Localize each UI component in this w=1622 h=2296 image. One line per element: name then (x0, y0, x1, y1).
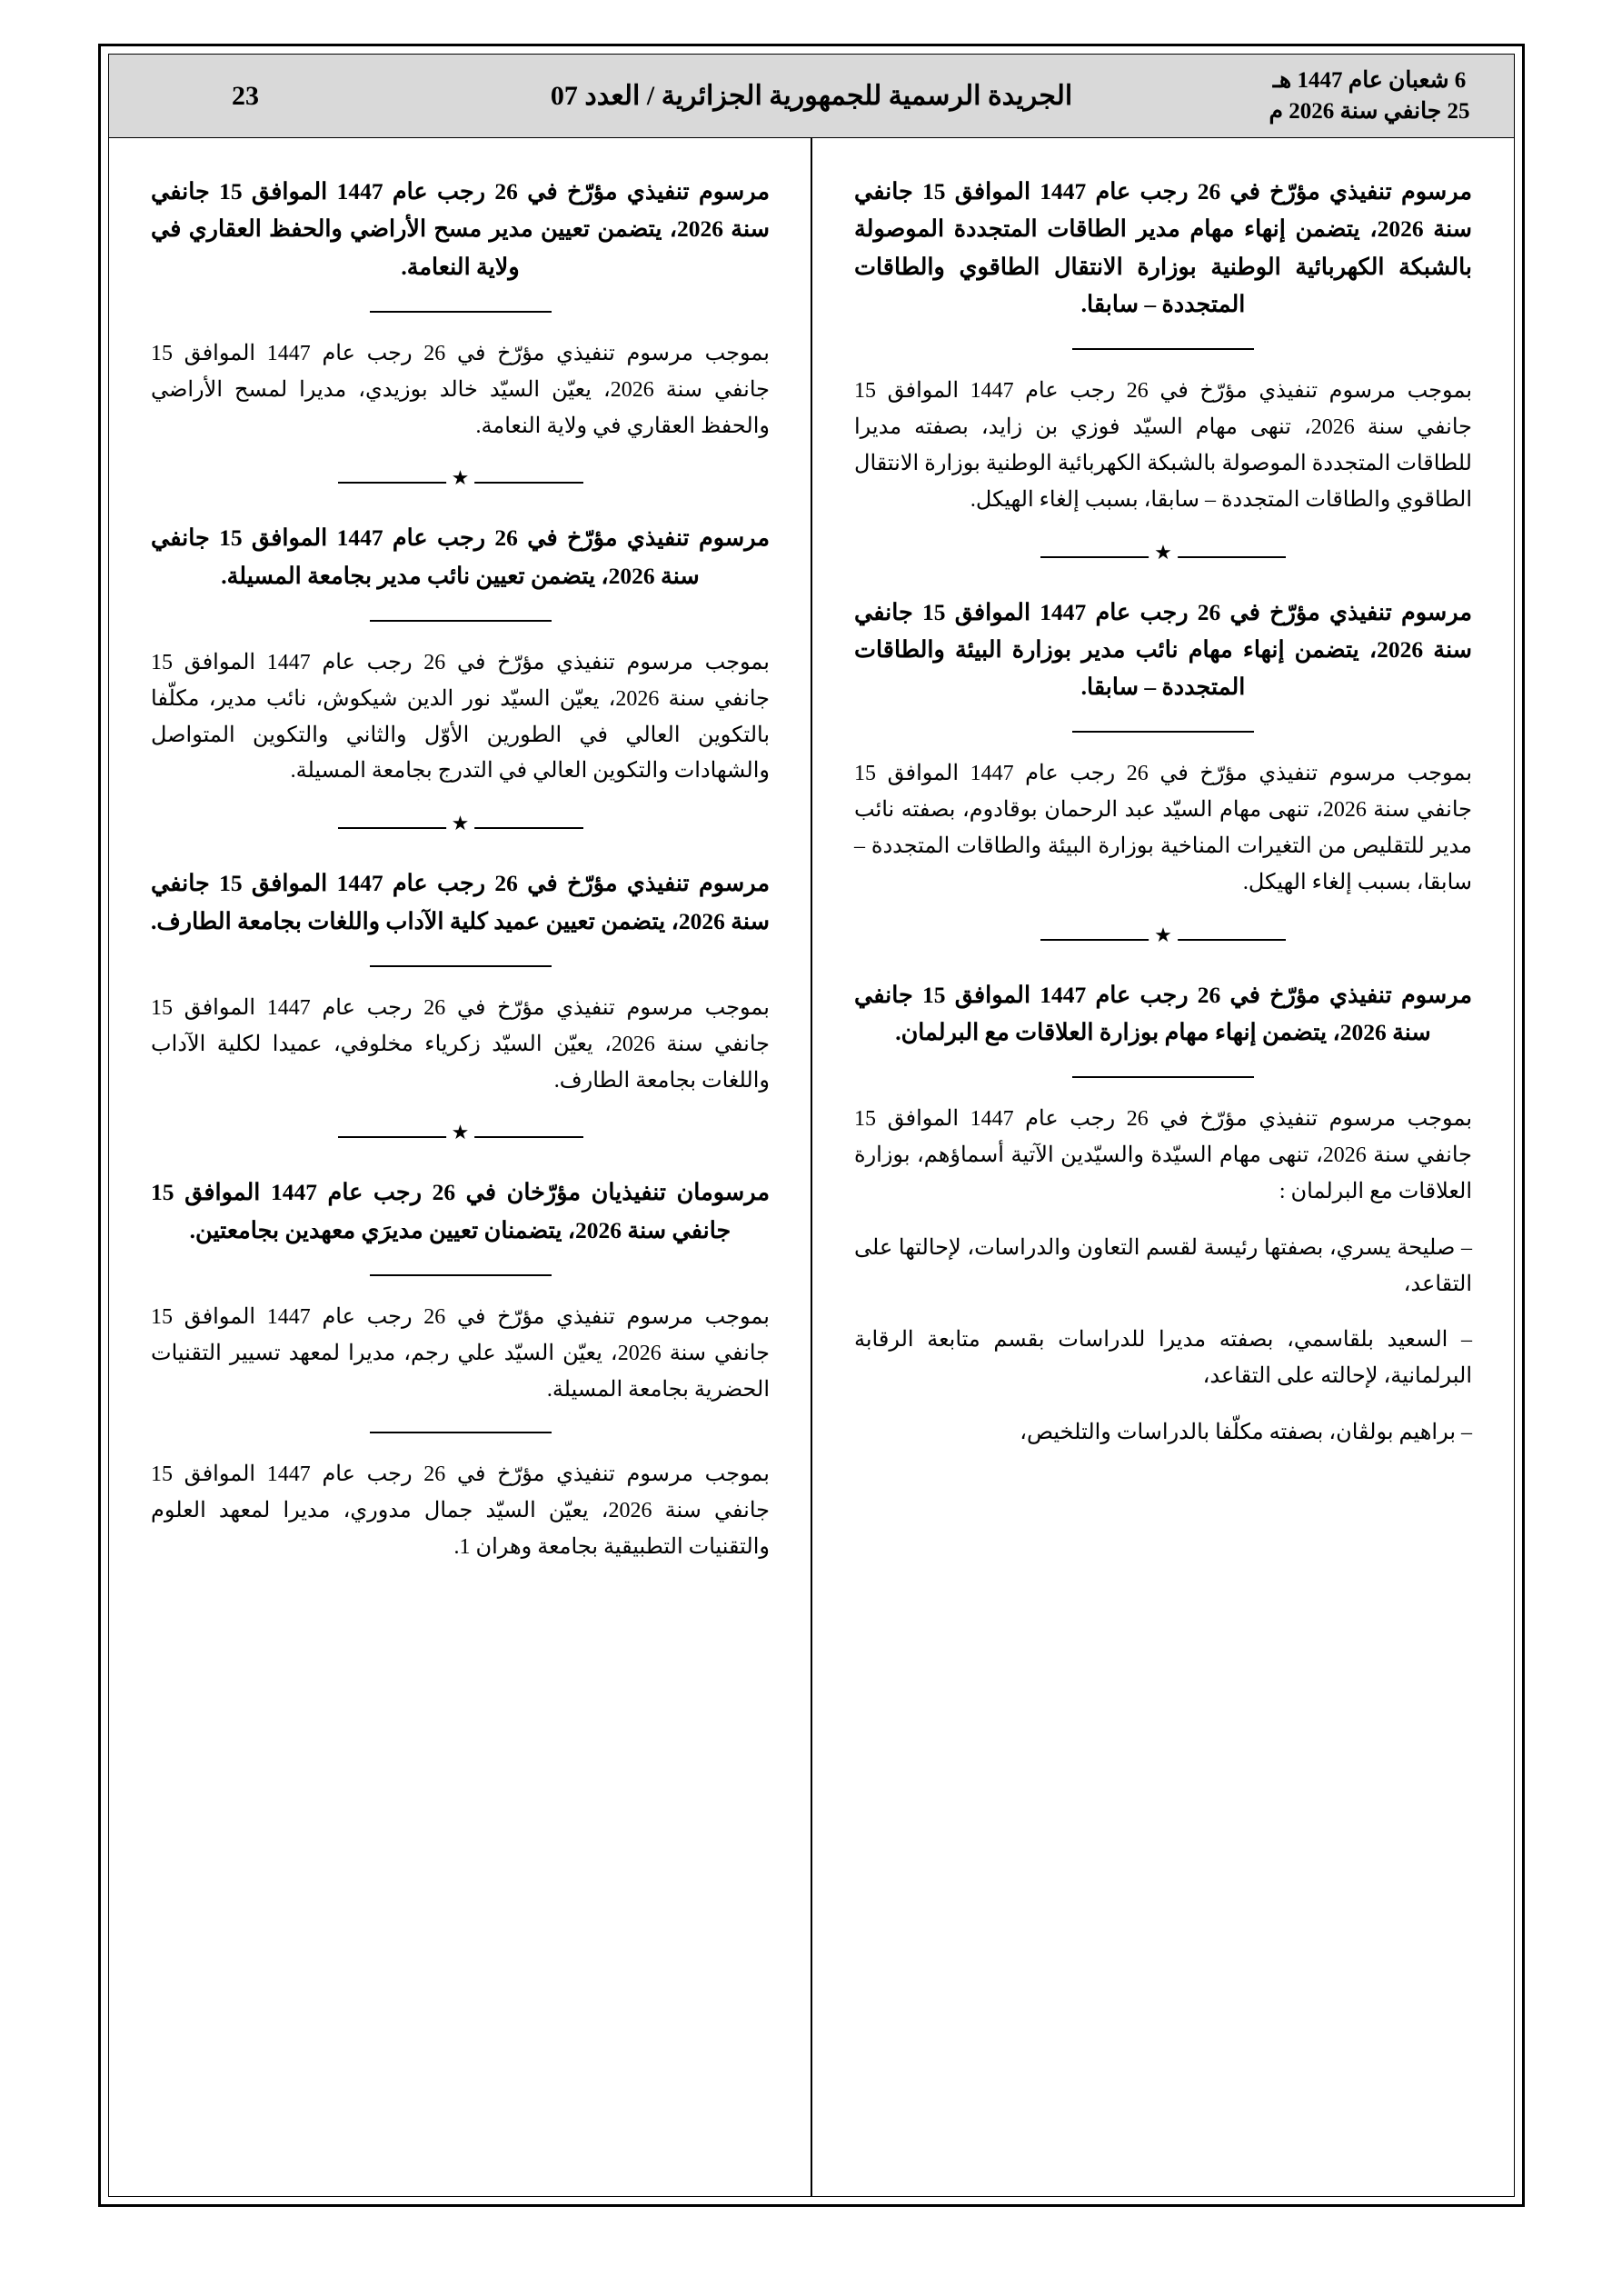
separator-rule-with-star (338, 812, 583, 837)
decree-paragraph: بموجب مرسوم تنفيذي مؤرّخ في 26 رجب عام 1447 الموافق 15 جانفي سنة 2026، تنهى مهام السيّد عبد الرحمان بوقادوم، بصفته نائب مدير للتقليص من التغيرات المناخية بوزارة البيئة والطاقات المتجددة – سابقا، بسبب إلغاء الهيكل. (854, 762, 1473, 894)
decree-title: مرسوم تنفيذي مؤرّخ في 26 رجب عام 1447 الموافق 15 جانفي سنة 2026، يتضمن تعيين مدير مسح الأراضي والحفظ العقاري في ولاية النعامة. (151, 178, 771, 280)
separator-rule (370, 620, 552, 622)
separator-rule (370, 965, 552, 967)
decree-paragraph: – صليحة يسري، بصفتها رئيسة لقسم التعاون والدراسات، لإحالتها على التقاعد، (854, 1235, 1472, 1296)
star-icon: ★ (1149, 925, 1178, 945)
separator-rule-with-star (1040, 923, 1286, 949)
decree-paragraph: بموجب مرسوم تنفيذي مؤرّخ في 26 رجب عام 1447 الموافق 15 جانفي سنة 2026، يعيّن السيّد نور الدين شيكوش، نائب مدير، مكلّفا بالتكوين العالي في الطورين الأوّل والثاني والتكوين المتواصل والشهادات والتكوين العالي في التدرج بجامعة المسيلة. (151, 650, 770, 784)
decree-paragraph: بموجب مرسوم تنفيذي مؤرّخ في 26 رجب عام 1447 الموافق 15 جانفي سنة 2026، تنهى مهام السيّدة والسيّدين الآتية أسماؤهم، بوزارة العلاقات مع البرلمان : (854, 1107, 1472, 1203)
separator-rule-with-star (1040, 540, 1286, 566)
decree-title: مرسومان تنفيذيان مؤرّخان في 26 رجب عام 1447 الموافق 15 جانفي سنة 2026، يتضمنان تعيين مديرَي معهدين بجامعتين. (151, 1179, 771, 1243)
separator-rule-with-star (338, 466, 583, 492)
separator-rule (370, 311, 552, 313)
separator-rule (370, 1274, 552, 1276)
separator-rule-with-star (338, 1121, 583, 1146)
decree-paragraph: بموجب مرسوم تنفيذي مؤرّخ في 26 رجب عام 1447 الموافق 15 جانفي سنة 2026، تنهى مهام السيّد فوزي بن زايد، بصفته مديرا للطاقات المتجددة الموصولة بالشبكة الكهربائية الوطنية بوزارة الانتقال الطاقوي والطاقات المتجددة – سابقا، بسبب إلغاء الهيكل. (854, 379, 1472, 512)
star-icon: ★ (446, 814, 475, 834)
header-date-block (1241, 65, 1514, 127)
star-icon: ★ (446, 1123, 475, 1143)
decree-paragraph: بموجب مرسوم تنفيذي مؤرّخ في 26 رجب عام 1447 الموافق 15 جانفي سنة 2026، يعيّن السيّد خالد بوزيدي، مديرا لمسح الأراضي والحفظ العقاري في ولاية النعامة. (151, 341, 770, 438)
page-inner-border (108, 54, 1515, 2197)
decree-paragraph: – براهيم بولڤان، بصفته مكلّفا بالدراسات والتلخيص، (1020, 1421, 1472, 1445)
decree-title: مرسوم تنفيذي مؤرّخ في 26 رجب عام 1447 الموافق 15 جانفي سنة 2026، يتضمن إنهاء مهام نائب مدير بوزارة البيئة والطاقات المتجددة – سابقا. (854, 598, 1473, 701)
header-hijri-date: 6 شعبان عام 1447 هـ (1272, 67, 1467, 93)
header-gregorian-date: 25 جانفي سنة 2026 م (1269, 98, 1470, 124)
separator-rule (1072, 731, 1254, 733)
decree-paragraph: بموجب مرسوم تنفيذي مؤرّخ في 26 رجب عام 1447 الموافق 15 جانفي سنة 2026، يعيّن السيّد زكرياء مخلوفي، عميدا لكلية الآداب واللغات بجامعة الطارف. (151, 995, 770, 1093)
journal-page (98, 44, 1525, 2207)
star-icon: ★ (1149, 543, 1178, 563)
decree-title: مرسوم تنفيذي مؤرّخ في 26 رجب عام 1447 الموافق 15 جانفي سنة 2026، يتضمن تعيين نائب مدير بجامعة المسيلة. (151, 524, 771, 589)
content-columns (109, 138, 1514, 2196)
page-number: 23 (232, 80, 259, 111)
star-icon: ★ (446, 468, 475, 488)
decree-paragraph: بموجب مرسوم تنفيذي مؤرّخ في 26 رجب عام 1447 الموافق 15 جانفي سنة 2026، يعيّن السيّد جمال مدوري، مديرا لمعهد العلوم والتقنيات التطبيقية بجامعة وهران 1. (151, 1462, 770, 1560)
header-journal-title: الجريدة الرسمية للجمهورية الجزائرية / العدد 07 (550, 81, 1073, 111)
separator-rule (370, 1432, 552, 1433)
page-header (109, 55, 1514, 138)
decree-title: مرسوم تنفيذي مؤرّخ في 26 رجب عام 1447 الموافق 15 جانفي سنة 2026، يتضمن تعيين عميد كلية الآداب واللغات بجامعة الطارف. (151, 870, 771, 934)
right-column (811, 138, 1514, 2196)
left-column (109, 138, 811, 2196)
separator-rule (1072, 1076, 1254, 1078)
separator-rule (1072, 348, 1254, 350)
decree-title: مرسوم تنفيذي مؤرّخ في 26 رجب عام 1447 الموافق 15 جانفي سنة 2026، يتضمن إنهاء مهام مدير الطاقات المتجددة الموصولة بالشبكة الكهربائية الوطنية بوزارة الانتقال الطاقوي والطاقات المتجددة – سابقا. (854, 178, 1473, 317)
decree-paragraph: بموجب مرسوم تنفيذي مؤرّخ في 26 رجب عام 1447 الموافق 15 جانفي سنة 2026، يعيّن السيّد علي رجم، مديرا لمعهد تسيير التقنيات الحضرية بجامعة المسيلة. (151, 1304, 770, 1402)
decree-title: مرسوم تنفيذي مؤرّخ في 26 رجب عام 1447 الموافق 15 جانفي سنة 2026، يتضمن إنهاء مهام بوزارة العلاقات مع البرلمان. (854, 981, 1472, 1045)
decree-paragraph: – السعيد بلقاسمي، بصفته مديرا للدراسات بقسم متابعة الرقابة البرلمانية، لإحالته على التقاعد، (854, 1328, 1472, 1389)
